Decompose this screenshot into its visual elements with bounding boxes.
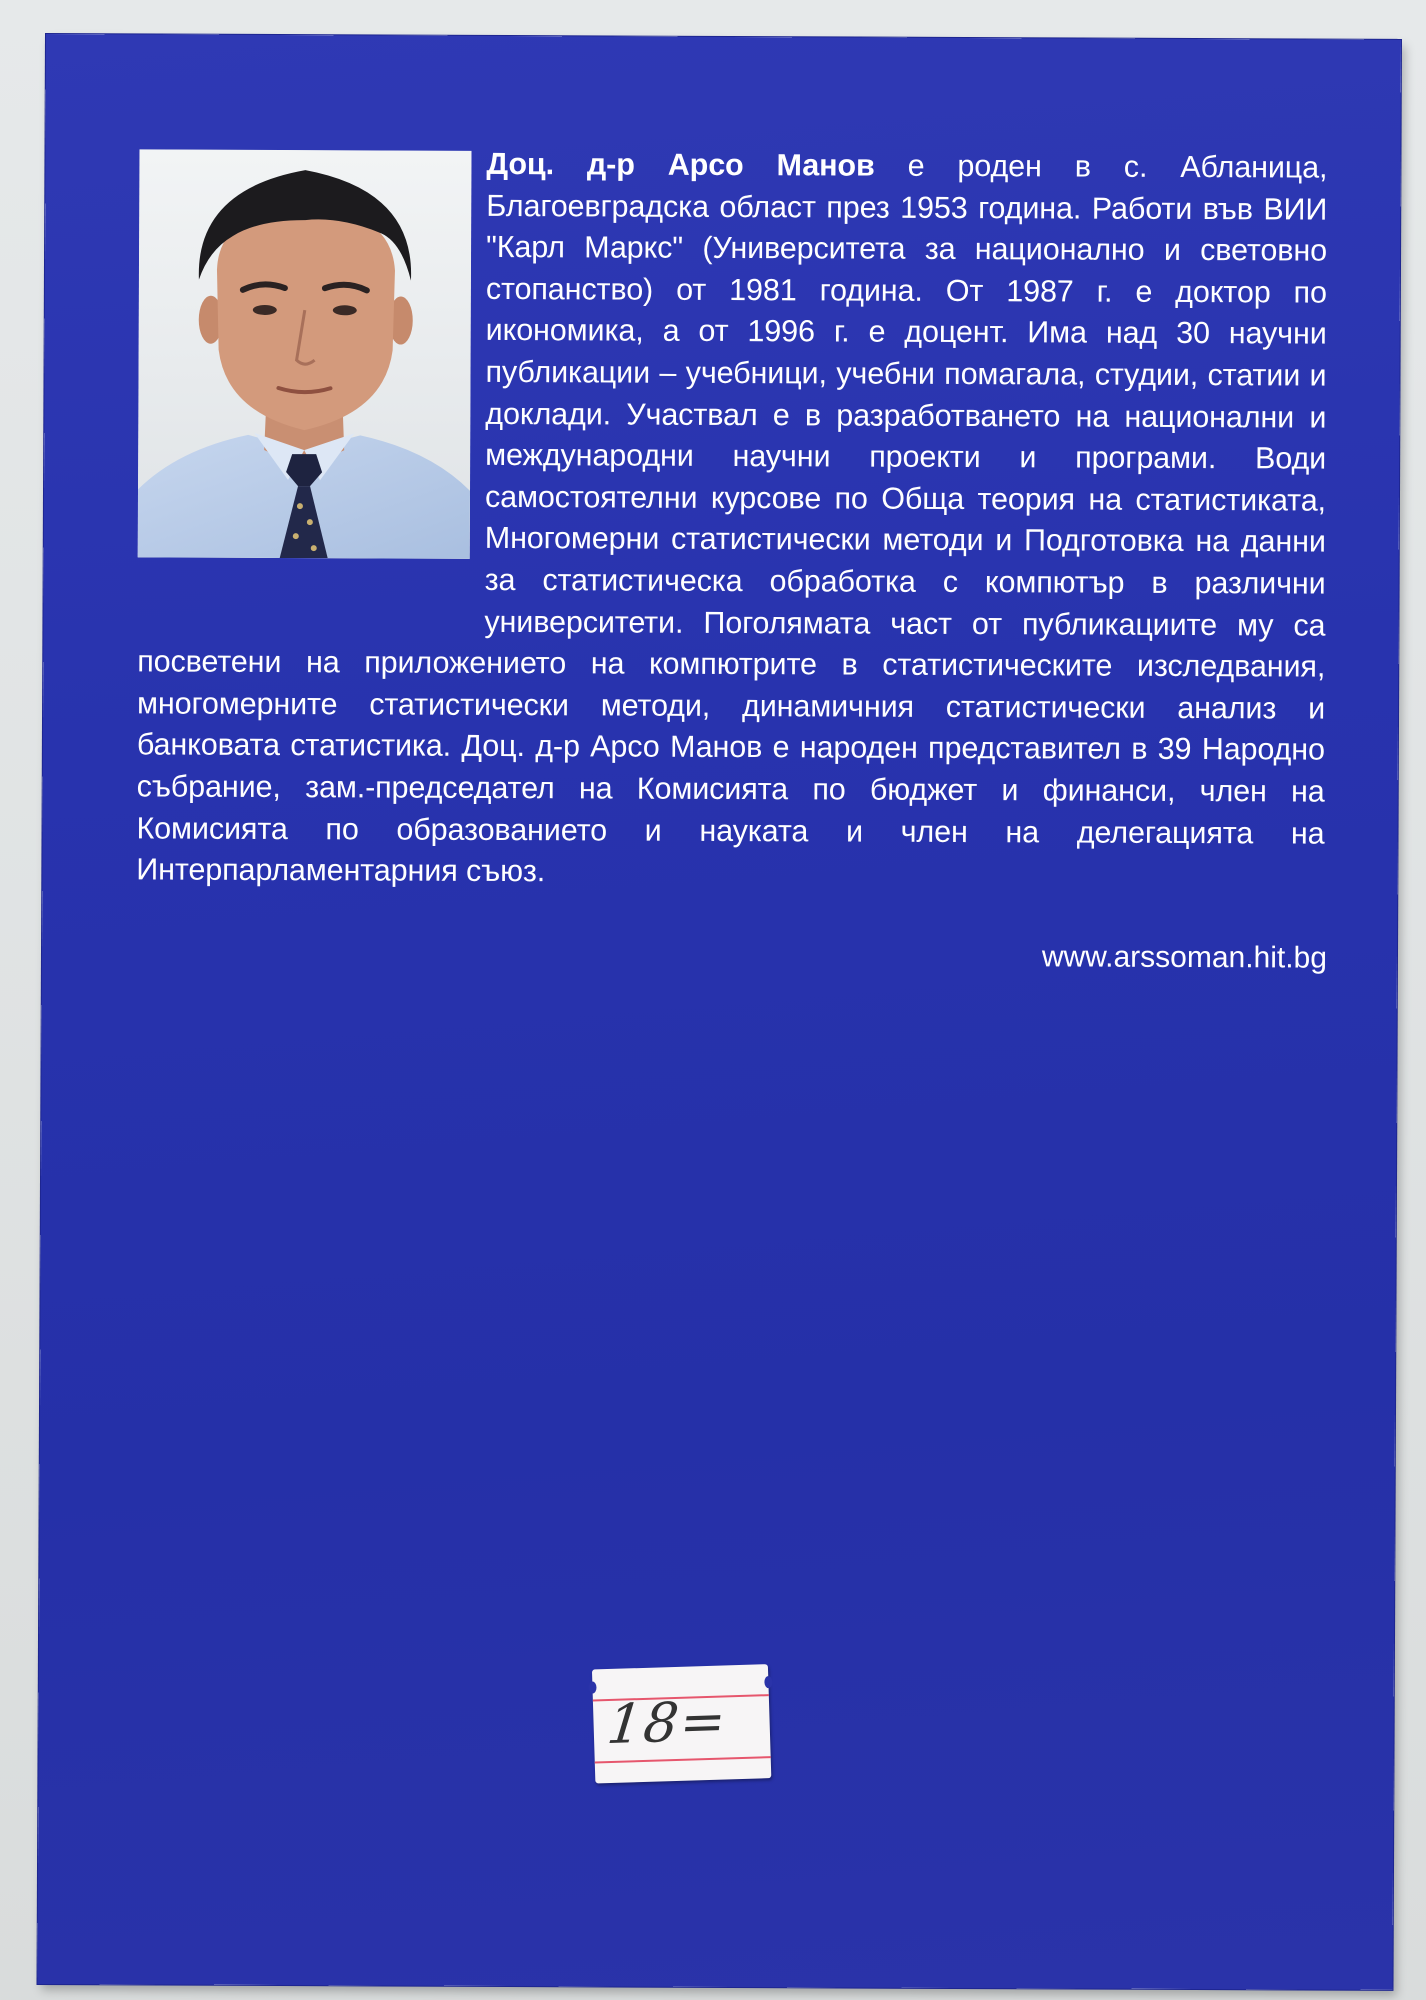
biography-text: е роден в с. Абланица, Благоевградска област през 1953 година. Работи във ВИИ "Карл Маркс" (Университета за национално и световно стопанство) от 1981 година. От 1987 г. е доктор по икономика, а от 1996 г. е доцент. Има над 30 научни публикации – учебници, учебни помагала, студии, статии и доклади. Участвал е в разработването на национални и международни научни проекти и програми. Води самостоятелни курсове по Обща теория на статистиката, Многомерни статистически методи и Подготовка на данни за статистическа обработка с компютър в различни университети. Поголямата част от публикациите му са посветени на приложението на компютрите в статистическите изследвания, многомерните статистически методи, динамичния статистически анализ и банковата статистика. Доц. д-р Арсо Манов е народен представител в 39 Народно събрание, зам.-председател на Комисията по бюджет и финанси, член на Комисията по образованието и науката и член на делегацията на Интерпарламентарния съюз. [136,148,1328,889]
handwritten-price: 18= [604,1689,731,1757]
author-website: www.arssoman.hit.bg [1041,940,1328,975]
author-name: Доц. д-р Арсо Манов [486,146,875,183]
price-sticker [592,1664,771,1783]
sticker-notch-left [588,1681,596,1693]
sticker-notch-right [764,1676,772,1688]
book-back-cover [37,34,1400,1990]
author-biography [136,142,1327,896]
sticker-line-bottom [595,1756,771,1763]
photo-spacer [137,142,486,639]
